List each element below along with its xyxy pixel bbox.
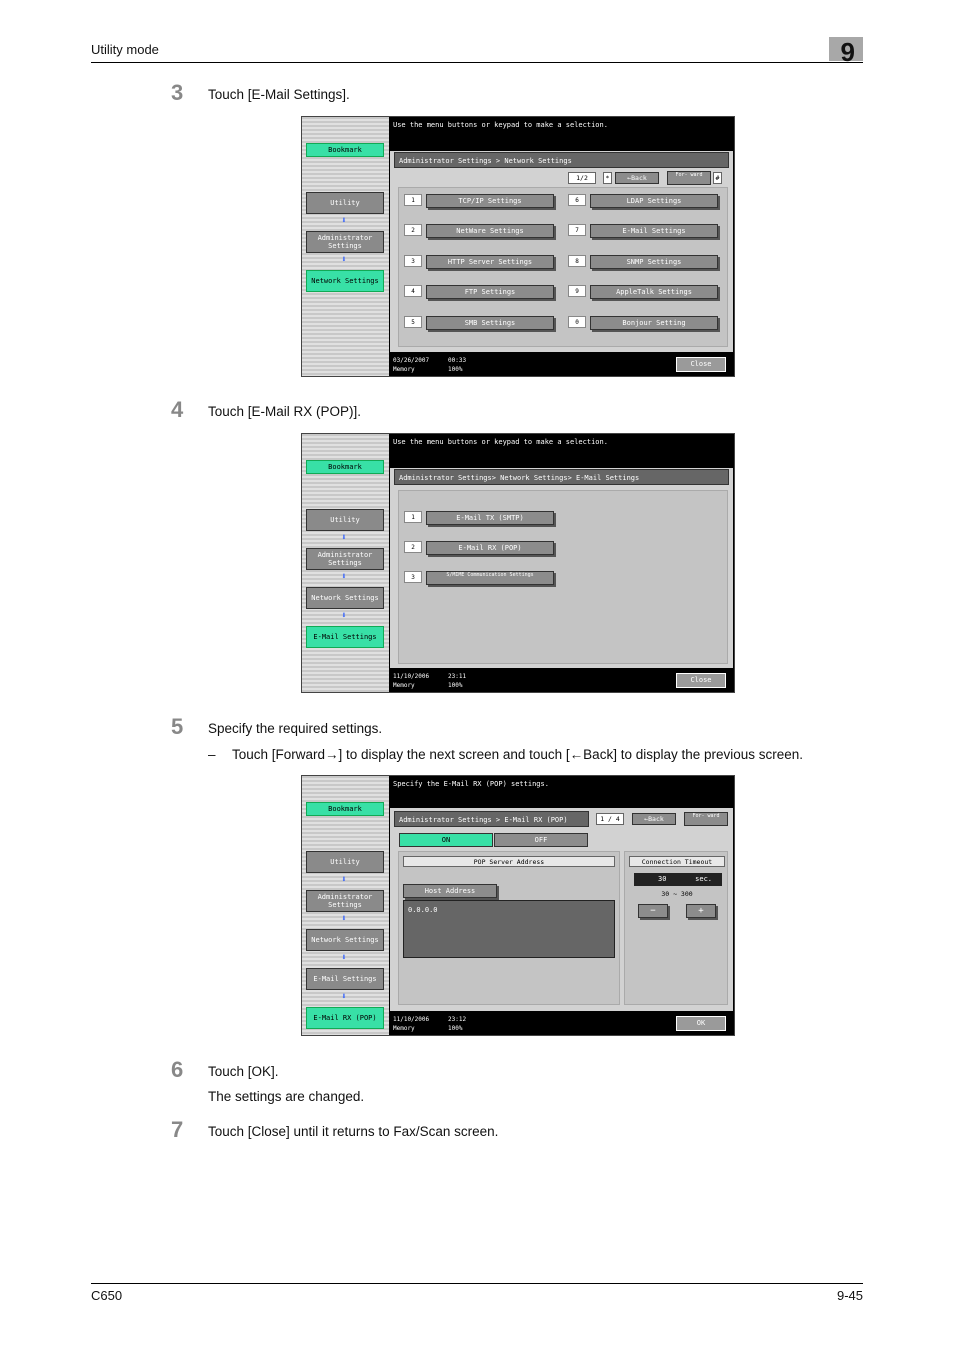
running-header: Utility mode: [91, 42, 159, 57]
breadcrumb: Administrator Settings> Network Settings> E-Mail Settings: [394, 469, 729, 485]
step-text: Touch [E-Mail RX (POP)].: [208, 404, 362, 419]
footer-page-number: 9-45: [836, 1288, 863, 1303]
hash-key: #: [713, 172, 722, 184]
timeout-value: 30: [658, 875, 667, 883]
timeout-area: [624, 851, 728, 1005]
bullet-dash: –: [208, 747, 216, 762]
host-address-display: 0.0.0.0: [403, 900, 615, 958]
side-utility-button[interactable]: Utility: [306, 192, 384, 214]
memory-label: Memory: [393, 682, 415, 689]
side-network-settings-button[interactable]: Network Settings: [306, 587, 384, 609]
main-panel: [390, 808, 733, 1011]
side-email-settings-button[interactable]: E-Mail Settings: [306, 626, 384, 648]
email-tx-smtp-button[interactable]: E-Mail TX (SMTP): [426, 511, 554, 525]
bonjour-setting-button[interactable]: Bonjour Setting: [590, 316, 718, 330]
host-address-button[interactable]: Host Address: [403, 884, 497, 898]
minus-button[interactable]: −: [638, 904, 668, 918]
ok-button[interactable]: OK: [676, 1016, 726, 1031]
step-number: 6: [171, 1057, 184, 1082]
status-bar: [390, 668, 734, 692]
side-network-settings-button[interactable]: Network Settings: [306, 270, 384, 292]
memory-percent: 100%: [448, 682, 463, 689]
ldap-settings-button[interactable]: LDAP Settings: [590, 194, 718, 208]
down-arrow-icon: ⬇: [341, 216, 347, 226]
chapter-number: 9: [840, 37, 855, 67]
on-button[interactable]: ON: [399, 833, 493, 847]
down-arrow-icon: ⬇: [341, 611, 347, 621]
item-number: 9: [568, 285, 586, 297]
http-server-settings-button[interactable]: HTTP Server Settings: [426, 255, 554, 269]
side-panel: [302, 117, 389, 376]
back-button[interactable]: ←Back: [632, 813, 676, 825]
date: 03/26/2007: [393, 357, 430, 364]
status-bar: [390, 1011, 734, 1035]
item-number: 3: [404, 571, 422, 583]
down-arrow-icon: ⬇: [341, 992, 347, 1002]
item-number: 4: [404, 285, 422, 297]
close-button[interactable]: Close: [676, 357, 726, 372]
breadcrumb: Administrator Settings > E-Mail RX (POP): [394, 811, 589, 827]
tcpip-settings-button[interactable]: TCP/IP Settings: [426, 194, 554, 208]
step-result: The settings are changed.: [208, 1089, 365, 1104]
side-utility-button[interactable]: Utility: [306, 509, 384, 531]
down-arrow-icon: ⬇: [341, 875, 347, 885]
step-number: 5: [171, 714, 184, 739]
item-number: 1: [404, 194, 422, 206]
email-rx-pop-button[interactable]: E-Mail RX (POP): [426, 541, 554, 555]
bookmark-button[interactable]: Bookmark: [306, 460, 384, 474]
step-number: 4: [171, 397, 184, 422]
message-bar: Use the menu buttons or keypad to make a selection.: [389, 117, 734, 153]
star-key: *: [603, 172, 612, 184]
main-panel: [390, 468, 733, 668]
footer-rule: [91, 1283, 863, 1284]
memory-percent: 100%: [448, 366, 463, 373]
item-number: 1: [404, 511, 422, 523]
item-number: 3: [404, 255, 422, 267]
main-panel: [390, 151, 733, 352]
step-text: Touch [E-Mail Settings].: [208, 87, 350, 102]
side-admin-settings-button[interactable]: Administrator Settings: [306, 548, 384, 570]
timeout-unit: sec.: [695, 875, 712, 883]
memory-percent: 100%: [448, 1025, 463, 1032]
side-admin-settings-button[interactable]: Administrator Settings: [306, 231, 384, 253]
screen-network-settings: [301, 116, 735, 377]
smime-communication-settings-button[interactable]: S/MIME Communication Settings: [426, 571, 554, 585]
netware-settings-button[interactable]: NetWare Settings: [426, 224, 554, 238]
email-settings-button[interactable]: E-Mail Settings: [590, 224, 718, 238]
side-panel: [302, 776, 389, 1035]
side-admin-settings-button[interactable]: Administrator Settings: [306, 890, 384, 912]
time: 23:12: [448, 1016, 467, 1023]
item-number: 7: [568, 224, 586, 236]
timeout-label: Connection Timeout: [629, 856, 725, 867]
memory-label: Memory: [393, 366, 415, 373]
item-number: 5: [404, 316, 422, 328]
item-number: 6: [568, 194, 586, 206]
pop-server-label: POP Server Address: [403, 856, 615, 867]
screen-email-settings: [301, 433, 735, 693]
step-number: 3: [171, 80, 184, 105]
forward-button[interactable]: For- ward: [684, 812, 728, 826]
side-email-rx-pop-button[interactable]: E-Mail RX (POP): [306, 1007, 384, 1029]
page-indicator: 1 / 4: [596, 813, 624, 825]
screen-email-rx-pop: [301, 775, 735, 1036]
date: 11/10/2006: [393, 1016, 430, 1023]
timeout-range: 30 ~ 300: [661, 890, 693, 898]
down-arrow-icon: ⬇: [341, 533, 347, 543]
step-text: Touch [Close] until it returns to Fax/Scan screen.: [208, 1124, 499, 1139]
plus-button[interactable]: +: [686, 904, 716, 918]
message-bar: Use the menu buttons or keypad to make a selection.: [389, 434, 734, 470]
step-subtext: Touch [Forward→] to display the next screen and touch [←Back] to display the previous screen.: [232, 747, 804, 762]
page-indicator: 1/2: [568, 172, 596, 184]
side-panel: [302, 434, 389, 692]
ftp-settings-button[interactable]: FTP Settings: [426, 285, 554, 299]
back-button[interactable]: ←Back: [615, 172, 659, 184]
smb-settings-button[interactable]: SMB Settings: [426, 316, 554, 330]
item-number: 2: [404, 224, 422, 236]
bookmark-button[interactable]: Bookmark: [306, 802, 384, 816]
down-arrow-icon: ⬇: [341, 953, 347, 963]
close-button[interactable]: Close: [676, 673, 726, 688]
date: 11/10/2006: [393, 673, 430, 680]
step-number: 7: [171, 1117, 184, 1142]
bookmark-button[interactable]: Bookmark: [306, 143, 384, 157]
header-rule: [91, 62, 863, 63]
menu-area: [398, 490, 728, 664]
step-text: Touch [OK].: [208, 1064, 279, 1079]
side-network-settings-button[interactable]: Network Settings: [306, 929, 384, 951]
snmp-settings-button[interactable]: SNMP Settings: [590, 255, 718, 269]
off-button[interactable]: OFF: [494, 833, 588, 847]
menu-area: [398, 187, 728, 347]
step-text: Specify the required settings.: [208, 721, 383, 736]
down-arrow-icon: ⬇: [341, 255, 347, 265]
side-utility-button[interactable]: Utility: [306, 851, 384, 873]
down-arrow-icon: ⬇: [341, 572, 347, 582]
item-number: 2: [404, 541, 422, 553]
pop-server-area: [398, 851, 620, 1005]
status-bar: [390, 352, 734, 376]
chapter-badge: [829, 37, 863, 67]
time: 00:33: [448, 357, 467, 364]
footer-model: C650: [91, 1288, 123, 1303]
item-number: 8: [568, 255, 586, 267]
memory-label: Memory: [393, 1025, 415, 1032]
item-number: 0: [568, 316, 586, 328]
breadcrumb: Administrator Settings > Network Settings: [394, 152, 729, 168]
time: 23:11: [448, 673, 467, 680]
forward-button[interactable]: For- ward: [667, 171, 711, 185]
down-arrow-icon: ⬇: [341, 914, 347, 924]
side-email-settings-button[interactable]: E-Mail Settings: [306, 968, 384, 990]
appletalk-settings-button[interactable]: AppleTalk Settings: [590, 285, 718, 299]
timeout-value-box[interactable]: [634, 873, 722, 886]
message-bar: Specify the E-Mail RX (POP) settings.: [389, 776, 734, 812]
